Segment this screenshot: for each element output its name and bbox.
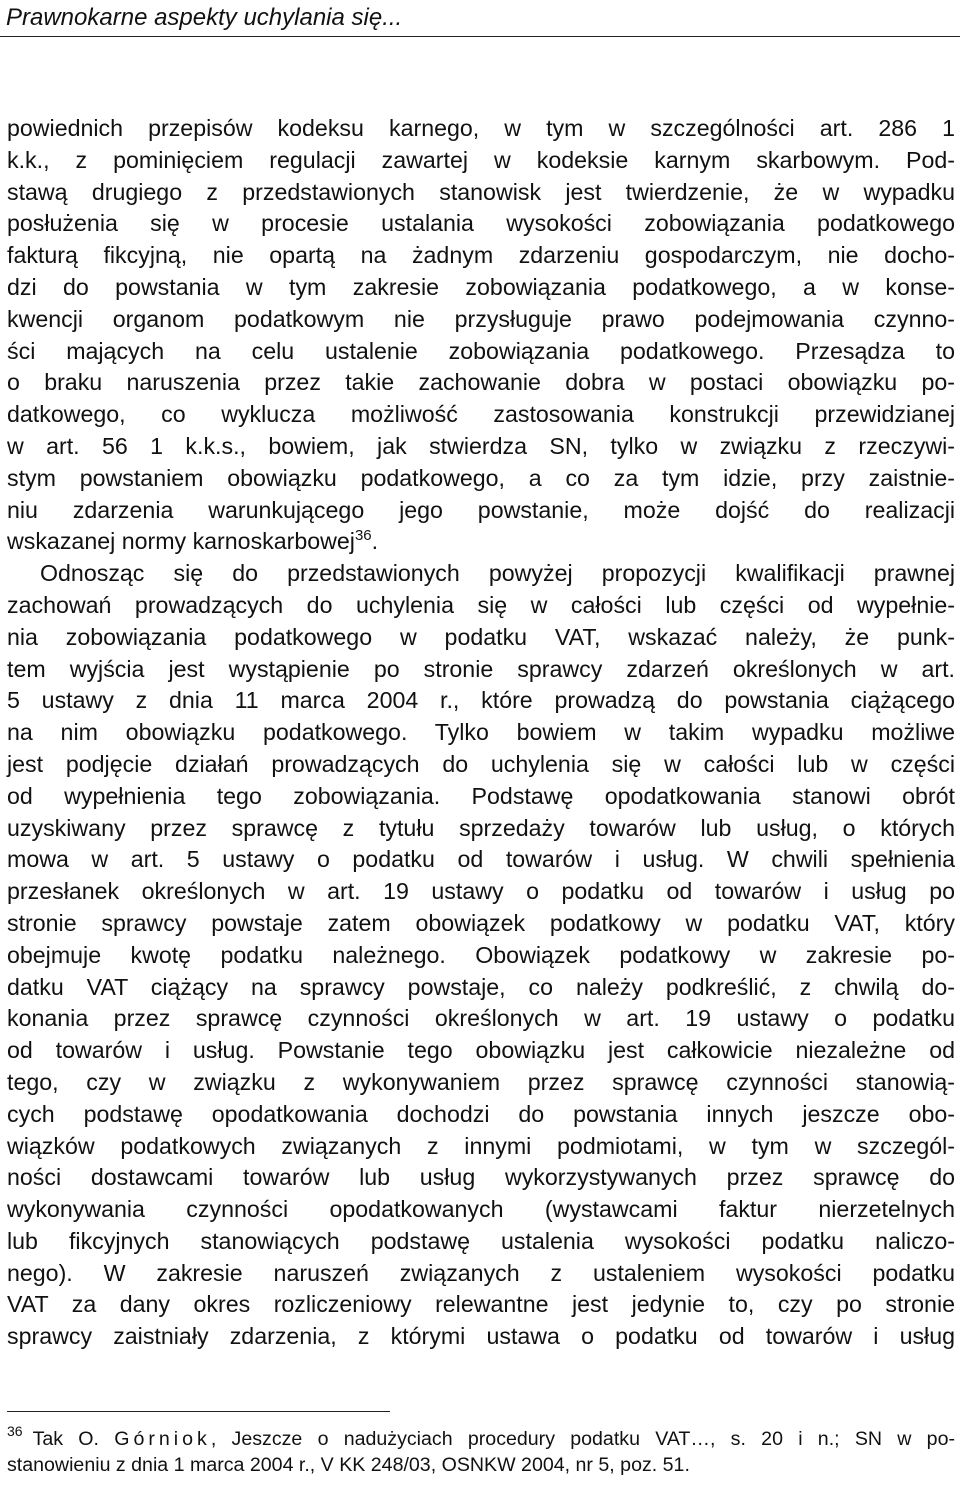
- text-line: wiązków podatkowych związanych z innymi podmiotami, w tym w szczegól-: [7, 1132, 955, 1159]
- text-line: uzyskiwany przez sprawcę z tytułu sprzedaży towarów lub usług, o których: [7, 814, 955, 841]
- text-line: zachowań prowadzących do uchylenia się w całości lub części od wypełnie-: [7, 591, 955, 618]
- text-line-with-footnote: [7, 526, 955, 558]
- text-line: sprawcy zaistniały zdarzenia, z którymi ustawa o podatku od towarów i usług: [7, 1323, 955, 1350]
- text-line: nego). W zakresie naruszeń związanych z ustaleniem wysokości podatku: [7, 1259, 955, 1286]
- footnote-number: 36: [7, 1423, 23, 1439]
- running-header: [0, 0, 960, 37]
- text-line: dzi do powstania w tym zakresie zobowiązania podatkowego, a w konse-: [7, 273, 955, 300]
- footnote-author: Górniok: [114, 1428, 211, 1450]
- text-line: fakturą fikcyjną, nie opartą na żadnym zdarzeniu gospodarczym, nie docho-: [7, 242, 955, 269]
- text-line: obejmuje kwotę podatku należnego. Obowiązek podatkowy w zakresie po-: [7, 941, 955, 968]
- text-line: od towarów i usług. Powstanie tego obowiązku jest całkowicie niezależne od: [7, 1037, 955, 1064]
- text-line: konania przez sprawcę czynności określonych w art. 19 ustawy o podatku: [7, 1005, 955, 1032]
- footnote-separator: [7, 1411, 390, 1412]
- paragraph-first-line: Odnosząc się do przedstawionych powyżej propozycji kwalifikacji prawnej: [40, 560, 955, 587]
- running-header-title: Prawnokarne aspekty uchylania się...: [6, 4, 403, 31]
- text-line: przesłanek określonych w art. 19 ustawy o podatku od towarów i usług po: [7, 878, 955, 905]
- text-line: datku VAT ciążący na sprawcy powstaje, co należy podkreślić, z chwilą do-: [7, 973, 955, 1000]
- text-line: stronie sprawcy powstaje zatem obowiązek podatkowy w podatku VAT, który: [7, 909, 955, 936]
- text-line: nia zobowiązania podatkowego w podatku VAT, wskazać należy, że punk-: [7, 623, 955, 650]
- text-line: 5 ustawy z dnia 11 marca 2004 r., które prowadzą do powstania ciążącego: [7, 687, 955, 714]
- text-line: VAT za dany okres rozliczeniowy relewantne jest jedynie to, czy po stronie: [7, 1291, 955, 1318]
- footnote-text: Tak O.: [32, 1428, 99, 1450]
- footnote-text: , Jeszcze o nadużyciach procedury podatku VAT…, s. 20 i n.; SN w po-: [210, 1428, 955, 1450]
- text-line: niu zdarzenia warunkującego jego powstanie, może dojść do realizacji: [7, 496, 955, 523]
- text-line: wykonywania czynności opodatkowanych (wystawcami faktur nierzetelnych: [7, 1196, 955, 1223]
- text-line: tem wyjścia jest wystąpienie po stronie sprawcy zdarzeń określonych w art.: [7, 655, 955, 682]
- text-line: tego, czy w związku z wykonywaniem przez sprawcę czynności stanowią-: [7, 1068, 955, 1095]
- body-text: [7, 113, 955, 1353]
- text-line: posłużenia się w procesie ustalania wysokości zobowiązania podatkowego: [7, 210, 955, 237]
- text-line: powiednich przepisów kodeksu karnego, w tym w szczególności art. 286 1: [7, 115, 955, 141]
- text-line: k.k., z pominięciem regulacji zawartej w kodeksie karnym skarbowym. Pod-: [7, 146, 955, 173]
- text-line: stawą drugiego z przedstawionych stanowisk jest twierdzenie, że w wypadku: [7, 178, 955, 205]
- text-line: kwencji organom podatkowym nie przysługuje prawo podejmowania czynno-: [7, 305, 955, 332]
- text-line: na nim obowiązku podatkowego. Tylko bowiem w takim wypadku możliwe: [7, 719, 955, 746]
- footnote-line: stanowieniu z dnia 1 marca 2004 r., V KK 248/03, OSNKW 2004, nr 5, poz. 51.: [7, 1454, 690, 1476]
- footnote-reference: 36: [354, 527, 372, 545]
- text-line: ności dostawcami towarów lub usług wykorzystywanych przez sprawcę do: [7, 1164, 955, 1191]
- footnote-line: [7, 1423, 955, 1452]
- text-line: cych podstawę opodatkowania dochodzi do powstania innych jeszcze obo-: [7, 1100, 955, 1127]
- text-line: w art. 56 1 k.k.s., bowiem, jak stwierdza SN, tylko w związku z rzeczywi-: [7, 432, 955, 459]
- text-line: od wypełnienia tego zobowiązania. Podstawę opodatkowania stanowi obrót: [7, 782, 955, 809]
- text-fragment: wskazanej normy karnoskarbowej: [7, 528, 355, 555]
- text-line: lub fikcyjnych stanowiących podstawę ustalenia wysokości podatku naliczo-: [7, 1227, 955, 1254]
- text-line: datkowego, co wyklucza możliwość zastosowania konstrukcji przewidzianej: [7, 401, 955, 428]
- text-line: stym powstaniem obowiązku podatkowego, a co za tym idzie, przy zaistnie-: [7, 464, 955, 491]
- text-line: ści mających na celu ustalenie zobowiązania podatkowego. Przesądza to: [7, 337, 955, 364]
- text-line: jest podjęcie działań prowadzących do uchylenia się w całości lub w części: [7, 750, 955, 777]
- text-line: mowa w art. 5 ustawy o podatku od towarów i usług. W chwili spełnienia: [7, 846, 955, 873]
- text-fragment: .: [371, 528, 379, 555]
- footnotes: [7, 1423, 955, 1478]
- text-line: o braku naruszenia przez takie zachowanie dobra w postaci obowiązku po-: [7, 369, 955, 396]
